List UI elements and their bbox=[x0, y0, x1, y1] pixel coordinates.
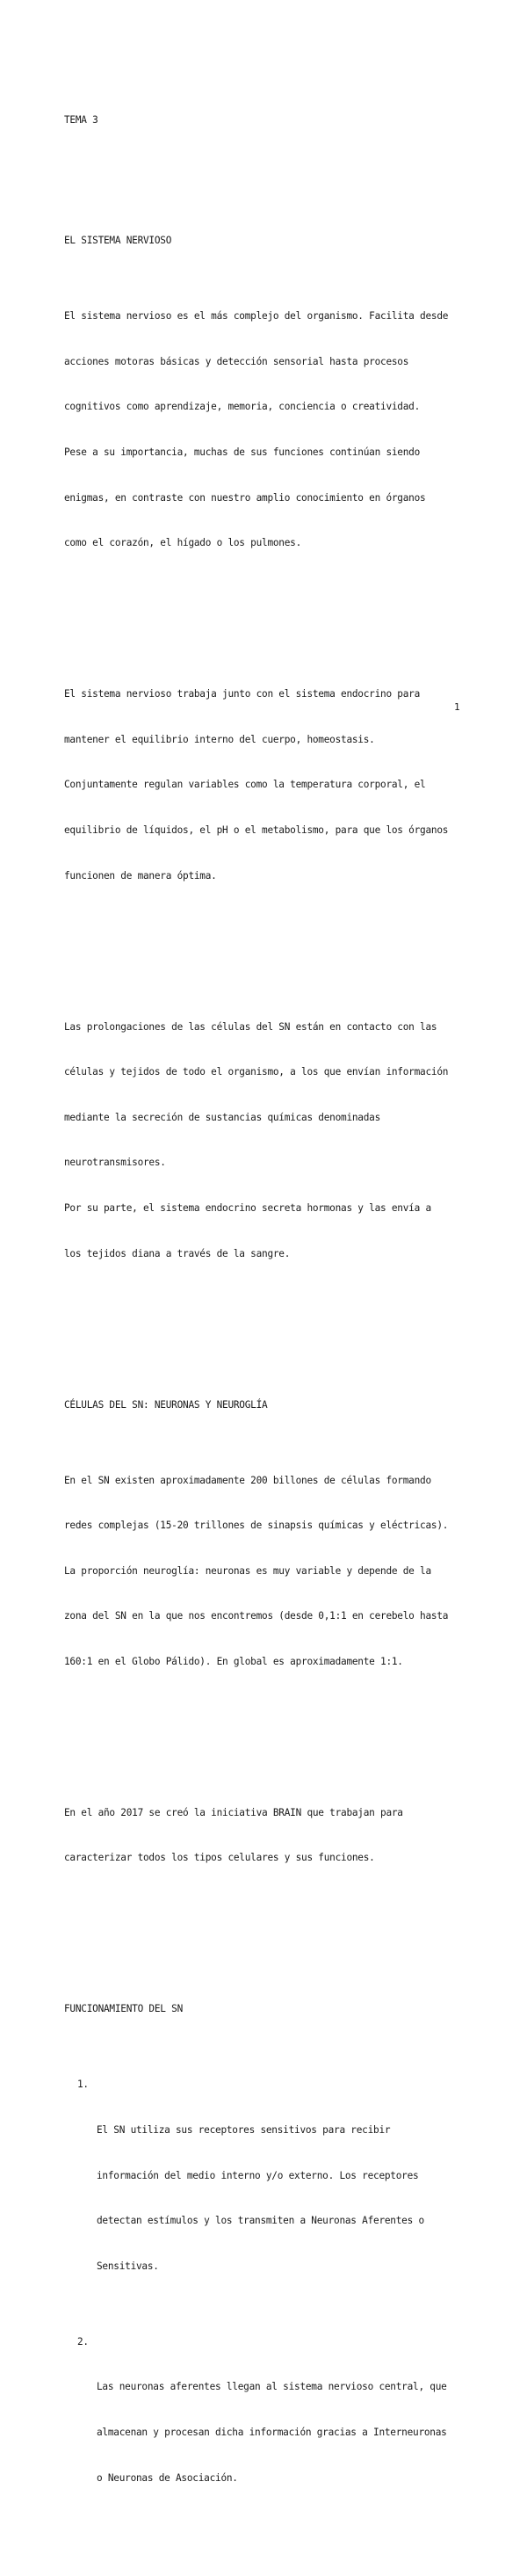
text-line: redes complejas (15-20 trillones de sinapsis químicas y eléctricas). bbox=[64, 1520, 449, 1532]
paragraph bbox=[64, 657, 477, 913]
text-line: El SN utiliza sus receptores sensitivos para recibir bbox=[97, 2124, 391, 2137]
text-line: como el corazón, el hígado o los pulmones. bbox=[64, 537, 302, 549]
text-line: células y tejidos de todo el organismo, a los que envían información bbox=[64, 1066, 449, 1078]
text-line: El sistema nervioso es el más complejo del organismo. Facilita desde bbox=[64, 310, 449, 323]
text-line: mediante la secreción de sustancias químicas denominadas bbox=[64, 1111, 381, 1123]
text-line: zona del SN en la que nos encontremos (desde 0,1:1 en cerebelo hasta bbox=[64, 1610, 449, 1622]
text-line: enigmas, en contraste con nuestro amplio conocimiento en órganos bbox=[64, 491, 426, 504]
text-line: Pese a su importancia, muchas de sus funciones continúan siendo bbox=[64, 446, 421, 458]
text-line: El sistema nervioso trabaja junto con el sistema endocrino para bbox=[64, 688, 421, 700]
paragraph bbox=[64, 1774, 477, 1896]
text-line: En el SN existen aproximadamente 200 billones de células formando bbox=[64, 1474, 431, 1486]
text-line: En el año 2017 se creó la iniciativa BRAIN que trabajan para bbox=[64, 1806, 403, 1818]
paragraph bbox=[64, 1442, 477, 1699]
section-heading: EL SISTEMA NERVIOSO bbox=[64, 235, 172, 247]
paragraph bbox=[64, 279, 477, 581]
text-line: los tejidos diana a través de la sangre. bbox=[64, 1247, 291, 1259]
document-body bbox=[64, 67, 477, 2576]
list-number: 2. bbox=[77, 2335, 89, 2347]
page-number: 1 bbox=[454, 701, 460, 713]
text-line: Conjuntamente regulan variables como la temperatura corporal, el bbox=[64, 779, 426, 791]
text-line: caracterizar todos los tipos celulares y sus funciones. bbox=[64, 1852, 375, 1864]
list-number: 1. bbox=[77, 2079, 89, 2091]
text-line: acciones motoras básicas y detección sensorial hasta procesos bbox=[64, 355, 409, 367]
paragraph bbox=[64, 989, 477, 1291]
text-line: cognitivos como aprendizaje, memoria, conciencia o creatividad. bbox=[64, 401, 421, 413]
text-line: equilibrio de líquidos, el pH o el metabolismo, para que los órganos bbox=[64, 824, 449, 836]
text-line: neurotransmisores. bbox=[64, 1157, 166, 1169]
text-line: Por su parte, el sistema endocrino secreta hormonas y las envía a bbox=[64, 1201, 431, 1214]
text-line: 160:1 en el Globo Pálido). En global es aproximadamente 1:1. bbox=[64, 1655, 403, 1667]
text-line: información del medio interno y/o externo. Los receptores bbox=[97, 2169, 419, 2181]
section-heading: CÉLULAS DEL SN: NEURONAS Y NEUROGLÍA bbox=[64, 1398, 268, 1411]
text-line: o Neuronas de Asociación. bbox=[97, 2471, 238, 2484]
text-line: funcionen de manera óptima. bbox=[64, 869, 217, 882]
numbered-list bbox=[64, 2047, 477, 2546]
text-line: mantener el equilibrio interno del cuerpo, homeostasis. bbox=[64, 733, 375, 745]
text-line: La proporción neuroglía: neuronas es muy variable y depende de la bbox=[64, 1564, 431, 1577]
text-line: detectan estímulos y los transmiten a Neuronas Aferentes o bbox=[97, 2215, 424, 2227]
topic-label: TEMA 3 bbox=[64, 113, 98, 126]
list-item bbox=[64, 2077, 477, 2304]
list-item bbox=[64, 2334, 477, 2515]
text-line: Sensitivas. bbox=[97, 2260, 159, 2272]
text-line: almacenan y procesan dicha información gracias a Interneuronas bbox=[97, 2427, 447, 2439]
text-line: Las prolongaciones de las células del SN están en contacto con las bbox=[64, 1020, 437, 1033]
text-line: Las neuronas aferentes llegan al sistema nervioso central, que bbox=[97, 2381, 447, 2393]
section-heading: FUNCIONAMIENTO DEL SN bbox=[64, 2003, 184, 2015]
